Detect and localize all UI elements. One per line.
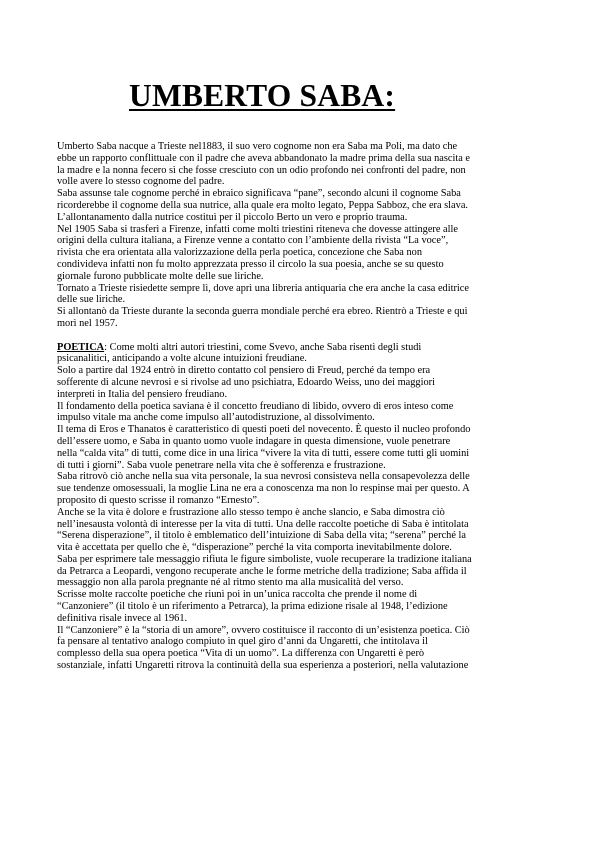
poetica-paragraph: [57, 507, 547, 554]
text-line: ricorderebbe il cognome della sua nutrice, alla quale era molto legato, Peppa Sabboz, che era slava.: [57, 199, 468, 211]
text-line: “Canzoniere” (il titolo è un riferimento a Petrarca), la prima edizione risale al 1948, l’edizione: [57, 601, 448, 613]
text-line: Saba per esprimere tale messaggio rifiuta le figure simboliste, vuole recuperare la tradizione italiana: [57, 553, 472, 565]
text-line: messaggio non alla parola pregnante né al ritmo stento ma alla musicalità del verso.: [57, 577, 404, 589]
poetica-paragraph: [57, 554, 547, 589]
text-line: origini della cultura italiana, a Firenze venne a contatto con l’ambiente della rivista “La voce”,: [57, 235, 449, 247]
text-line: “Serena disperazione”, il titolo è emblematico dell’intuizione di Saba della vita; “serena” perché la: [57, 530, 466, 542]
poetica-paragraph: [57, 365, 547, 400]
poetica-paragraph: [57, 625, 547, 672]
poetica-paragraph: [57, 589, 547, 624]
text-line: Solo a partire dal 1924 entrò in diretto contatto col pensiero di Freud, perché da tempo era: [57, 365, 431, 377]
text-line: Saba assunse tale cognome perché in ebraico significava “pane”, secondo alcuni il cognome Saba: [57, 188, 461, 200]
text-line: Si allontanò da Trieste durante la seconda guerra mondiale perché era ebreo. Rientrò a Trieste e qui: [57, 306, 468, 318]
text-line: vita è accettata per quello che è, “disperazione” perché la vita comporta inevitabilmente dolore.: [57, 542, 452, 554]
text-line: Nel 1905 Saba si trasferì a Firenze, infatti come molti triestini riteneva che dovesse attingere alle: [57, 223, 458, 235]
text-line: nell’inesausta volontà di interesse per la vita di tutti. Una delle raccolte poetiche di Saba è intitolata: [57, 518, 469, 530]
section-gap: [57, 330, 547, 342]
poetica-paragraph: [57, 424, 547, 471]
text-line: Il tema di Eros e Thanatos è caratteristico di questi poeti del novecento. È questo il nucleo profondo: [57, 424, 471, 436]
text-line: ebbe un rapporto conflittuale con il padre che aveva abbandonato la madre prima della sua nascita e: [57, 152, 470, 164]
text-line: morì nel 1957.: [57, 317, 118, 329]
page-title: UMBERTO SABA:: [129, 78, 396, 113]
text-line: di tutti i giorni”. Saba vuole penetrare nella vita che è sofferenza e frustrazione.: [57, 459, 386, 471]
poetica-section: [57, 342, 547, 672]
document-body: [57, 141, 547, 672]
text-line: delle sue liriche.: [57, 294, 126, 306]
text-line: volle avere lo stesso cognome del padre.: [57, 176, 225, 188]
biography-section: [57, 141, 547, 330]
text-line: sue tendenze omosessuali, la moglie Lina ne era a conoscenza ma non lo respinse mai per questo. A: [57, 483, 470, 495]
text-line: Scrisse molte raccolte poetiche che riunì poi in un’unica raccolta che prende il nome di: [57, 589, 418, 601]
text-line: impulso vitale ma anche come impulso all’autodistruzione, al dissolvimento.: [57, 412, 375, 424]
text-line: definitiva risale invece al 1961.: [57, 612, 188, 624]
text-line: Tornato a Trieste risiedette sempre lì, dove aprì una libreria antiquaria che era anche la casa editrice: [57, 282, 469, 294]
text-line: interpreti in Italia del pensiero freudiano.: [57, 388, 228, 400]
text-line: nella “calda vita” di tutti, come dice in una lirica “vivere la vita di tutti, essere come tutti gli uomini: [57, 447, 470, 459]
poetica-heading: POETICA: [57, 341, 105, 353]
text-line: fa pensare al tentativo analogo compiuto in quel giro d’anni da Ungaretti, che intitolava il: [57, 636, 428, 648]
text-line: L’allontanamento dalla nutrice costituì per il piccolo Berto un vero e proprio trauma.: [57, 211, 408, 223]
text-line: da Petrarca a Leopardi, vengono recuperate anche le forme metriche della tradizione; Saba affida il: [57, 565, 467, 577]
poetica-paragraph: [57, 471, 547, 506]
text-line: Anche se la vita è dolore e frustrazione allo stesso tempo è anche slancio, e Saba dimostra ciò: [57, 506, 445, 518]
text-line: Umberto Saba nacque a Trieste nel1883, il suo vero cognome non era Saba ma Poli, ma dato che: [57, 141, 458, 152]
text-line: [57, 342, 547, 354]
text-line: rivista che era orientata alla valorizzazione della perla poetica, concezione che Saba non: [57, 247, 422, 259]
text-line: giornale furono pubblicate molte delle sue liriche.: [57, 270, 264, 282]
biography-paragraph: [57, 283, 547, 307]
biography-paragraph: [57, 188, 547, 223]
text-line: dell’essere uomo, e Saba in quanto uomo vuole indagare in questa dimensione, vuole penetrare: [57, 435, 451, 447]
text-line: condivideva infatti non fu molto apprezzata presso il circolo la sua poesia, anche se su questo: [57, 258, 444, 270]
poetica-paragraph: [57, 401, 547, 425]
biography-paragraph: [57, 141, 547, 188]
poetica-intro-text: : Come molti altri autori triestini, come Svevo, anche Saba risentì degli studi: [104, 341, 422, 353]
text-line: proposito di questo scrisse il romanzo “Ernesto”.: [57, 494, 260, 506]
text-line: sostanziale, infatti Ungaretti ritrova la continuità della sua esperienza a posteriori, nella valutazione: [57, 660, 469, 672]
text-line: Il fondamento della poetica saviana è il concetto freudiano di libido, ovvero di eros inteso come: [57, 400, 454, 412]
text-line: Il “Canzoniere” è la “storia di un amore”, ovvero costituisce il racconto di un’esistenza poetica. Ciò: [57, 624, 470, 636]
text-line: la madre e la nonna fecero sì che fosse cresciuto con un odio profondo nei confronti del padre, non: [57, 164, 466, 176]
biography-paragraph: [57, 306, 547, 330]
text-line: sofferente di alcune nevrosi e si rivolse ad uno psichiatra, Edoardo Weiss, uno dei maggiori: [57, 376, 435, 388]
text-line: psicanalitici, anticipando a volte alcune intuizioni freudiane.: [57, 353, 307, 365]
text-line: complesso della sua opera poetica “Vita di un uomo”. La differenza con Ungaretti è però: [57, 648, 425, 660]
text-line: Saba ritrovò ciò anche nella sua vita personale, la sua nevrosi consisteva nella consapevolezza delle: [57, 471, 470, 483]
biography-paragraph: [57, 224, 547, 283]
poetica-intro-paragraph: [57, 342, 547, 366]
